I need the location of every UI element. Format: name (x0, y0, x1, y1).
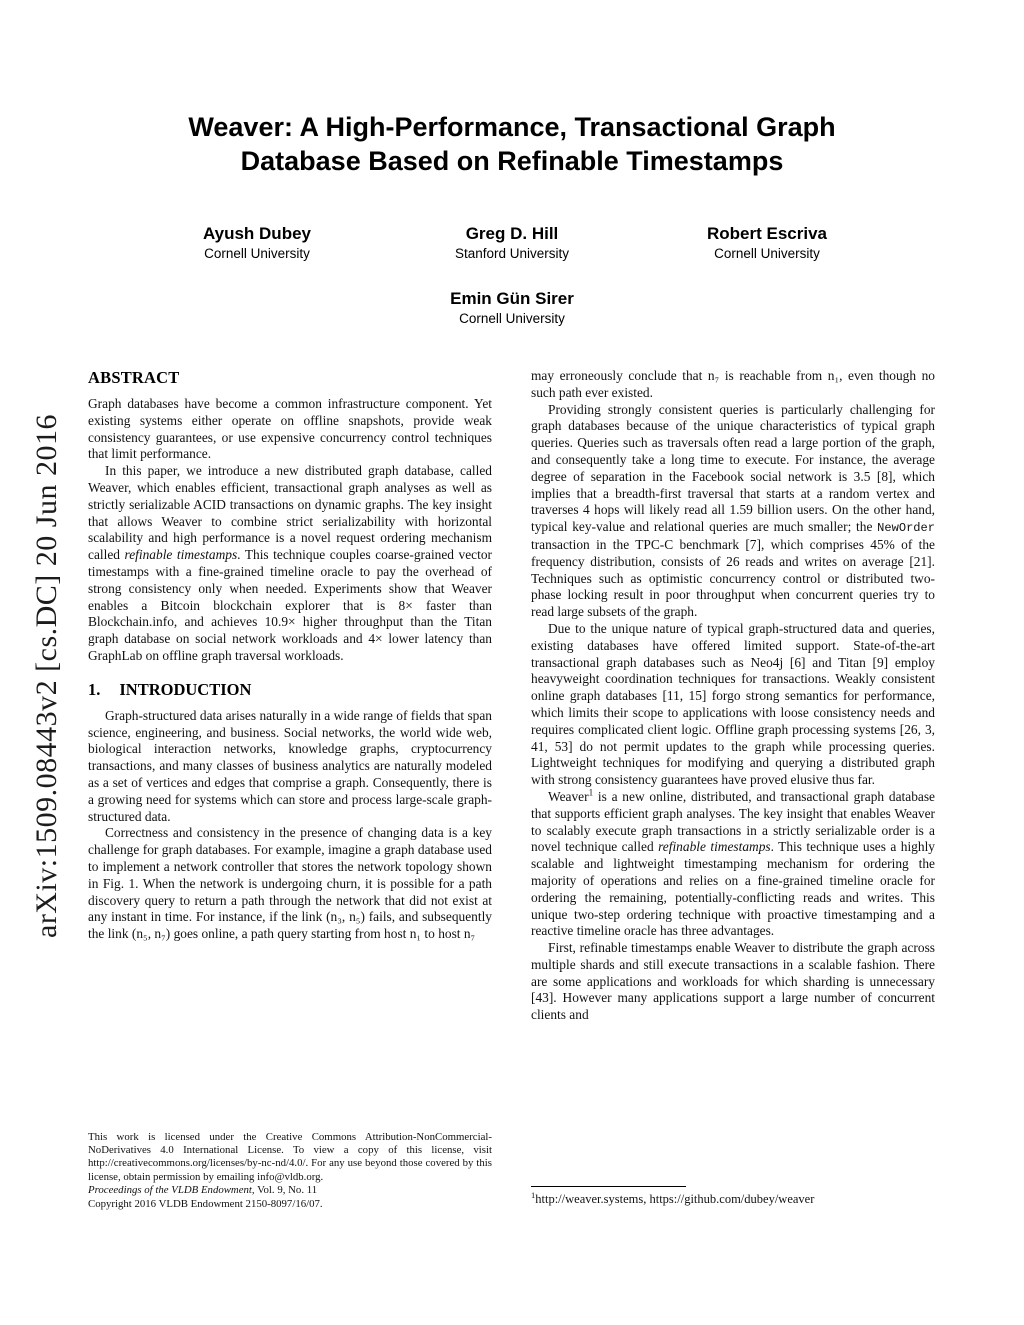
author-affiliation: Cornell University (714, 246, 820, 261)
arxiv-watermark: arXiv:1509.08443v2 [cs.DC] 20 Jun 2016 (30, 414, 63, 938)
authors-row-2 (0, 289, 1024, 327)
footnote-links[interactable]: $^1$http://weaver.systems, https://github.com/dubey/weaver (531, 1189, 815, 1206)
abstract-paragraph: In this paper, we introduce a new distributed graph database, called Weaver, which enables efficient, transactional graph analyses as well as strictly serializable ACID transactions on dynamic graphs. The key insight that allows Weaver to combine strict serializability with horizontal scalability and high performance is a novel request ordering mechanism called refinable timestamps. This technique couples coarse-grained vector timestamps with a fine-grained timeline oracle to pay the overhead of strong consistency only when needed. Experiments show that Weaver enables a Bitcoin blockchain explorer that is 8× faster than Blockchain.info, and achieves 10.9× higher throughput than the Titan graph database on social network workloads and 4× lower latency than GraphLab on offline graph traversal workloads. (88, 463, 492, 663)
author-name: Robert Escriva (707, 224, 827, 243)
author-name: Emin Gün Sirer (450, 289, 574, 308)
section-number: 1. (88, 679, 101, 699)
left-column (88, 368, 492, 1213)
proceedings-line: Proceedings of the VLDB Endowment, Vol. 9, No. 11 (88, 1184, 318, 1197)
author-name: Ayush Dubey (202, 224, 311, 243)
section-heading-introduction (88, 680, 492, 700)
author-block (407, 289, 617, 327)
author-affiliation: Stanford University (454, 246, 570, 261)
copyright-line: Copyright 2016 VLDB Endowment 2150-8097/16/07. (88, 1197, 323, 1210)
body-paragraph: First, refinable timestamps enable Weaver to distribute the graph across multiple shards and still execute transactions in a scalable fashion. There are some applications and workloads for which sharding is unnecessary [43]. However many applications support a large number of concurrent clients and (531, 940, 935, 1023)
intro-paragraph: Graph-structured data arises naturally in a wide range of fields that span science, engineering, and business. Social networks, the world wide web, biological interaction networks, knowledge graphs, cryptocurrency transactions, and many classes of business analytics are naturally modeled as a set of vertices and edges that comprise a graph. Consequently, there is a growing need for systems which can store and process large-scale graph-structured data. (88, 707, 492, 824)
body-paragraph: may erroneously conclude that n₇ is reachable from n₁, even though no such path ever existed. (531, 368, 935, 400)
license-text: This work is licensed under the Creative Commons Attribution-NonCommercial-NoDerivatives 4.0 International License. To view a copy of this license, visit http://creativecommons.org/licenses/by-nc-nd/4.0/. For any use beyond those covered by this license, obtain permission by emailing info@vldb.org. (88, 1130, 492, 1183)
footnote-block (531, 1186, 935, 1207)
author-affiliation: Cornell University (459, 311, 565, 326)
right-column (531, 368, 935, 1213)
license-block (88, 1131, 492, 1211)
abstract-paragraph: Graph databases have become a common infrastructure component. Yet existing systems either operate on offline snapshots, provide weak consistency guarantees, or use expensive concurrency control techniques that limit performance. (88, 396, 492, 462)
author-block (407, 224, 617, 262)
section-title: INTRODUCTION (119, 679, 252, 699)
abstract-heading: ABSTRACT (88, 368, 180, 387)
authors-row (0, 224, 1024, 262)
paper-title: Weaver: A High-Performance, Transactional Graph Database Based on Refinable Timestamps (188, 112, 836, 176)
body-paragraph: Providing strongly consistent queries is particularly challenging for graph databases because of the unique characteristics of typical graph queries. Queries such as traversals often read a large portion of the graph, and consequently take a long time to execute. For instance, the average degree of separation in the Facebook social network is 3.5 [8], which implies that a breadth-first traversal that starts at a random vertex and traverses 4 hops will likely read all 1.59 billion users. On the other hand, typical key-value and relational queries are much smaller; the NewOrder transaction in the TPC-C benchmark [7], which comprises 45% of the frequency distribution, consists of 26 reads and writes on average [21]. Techniques such as optimistic concurrency control or distributed two-phase locking result in poor throughput when concurrent queries try to read large subsets of the graph. (531, 401, 935, 620)
footnote-rule (531, 1186, 686, 1187)
body-paragraph: Due to the unique nature of typical graph-structured data and queries, existing databases have offered limited support. State-of-the-art transactional graph databases such as Neo4j [6] and Titan [9] employ heavyweight coordination techniques for transactions. Weakly consistent online graph databases [11, 15] forgo strong semantics for performance, which limits their scope to applications with loose consistency needs and requires complicated client logic. Offline graph processing systems [26, 3, 41, 53] do not permit updates to the graph while processing queries. Lightweight techniques for modifying and querying a distributed graph with strong consistency guarantees have proved elusive thus far. (531, 620, 935, 788)
author-affiliation: Cornell University (204, 246, 310, 261)
author-block (152, 224, 362, 262)
body-columns (88, 368, 936, 1213)
body-paragraph: Weaver$^1$ is a new online, distributed, and transactional graph database that supports efficient graph analyses. The key insight that enables Weaver to scalably execute graph transactions in a strictly serializable order is a novel technique called refinable timestamps. This technique uses a highly scalable and lightweight timestamping mechanism for ordering the majority of operations and relies on a fine-grained timeline oracle for ordering the remaining, potentially-conflicting reads and writes. This unique two-step ordering technique with proactive timestamping and a reactive timeline oracle has three advantages. (531, 787, 935, 939)
author-block (662, 224, 872, 262)
author-name: Greg D. Hill (465, 224, 559, 243)
intro-paragraph: Correctness and consistency in the presence of changing data is a key challenge for graph databases. For example, imagine a graph database used to implement a network controller that stores the network topology shown in Fig. 1. When the network is undergoing churn, it is possible for a path discovery query to return a path through the network that did not exist at any instant in time. For instance, if the link (n₃, n₅) fails, and subsequently the link (n₅, n₇) goes online, a path query starting from host n₁ to host n₇ (88, 825, 492, 942)
